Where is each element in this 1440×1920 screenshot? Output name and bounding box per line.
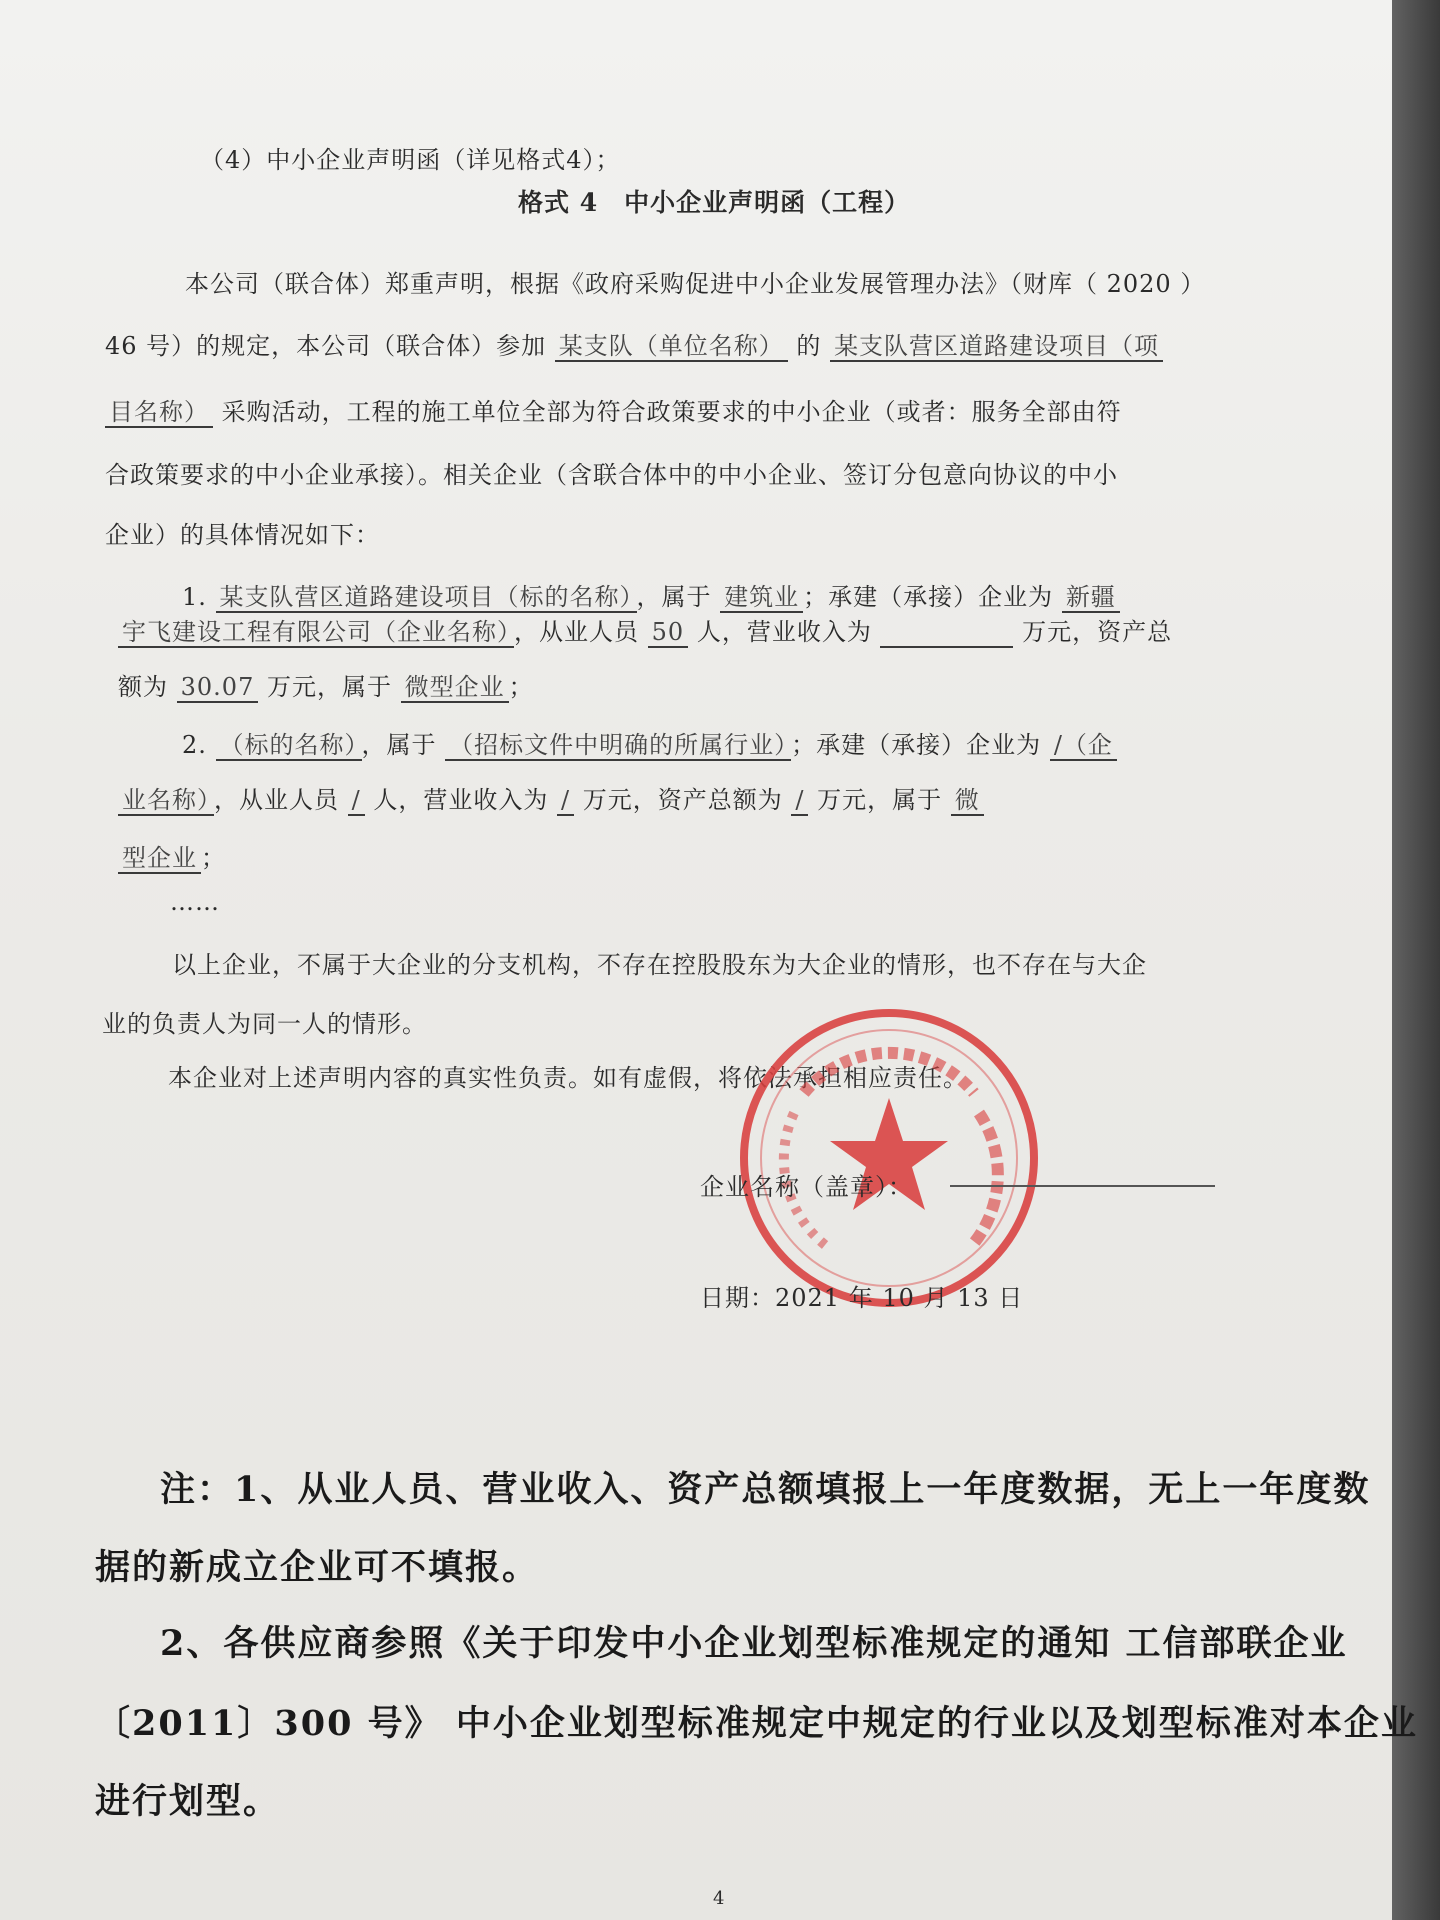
company-seal bbox=[734, 1003, 1044, 1313]
item-2-line-2: 业名称） ，从业人员 / 人，营业收入为 / 万元，资产总额为 / 万元，属于 微 bbox=[118, 780, 1440, 815]
item-2-line-3: 型企业 ； bbox=[118, 838, 1440, 873]
note-1-line-2: 据的新成立企业可不填报。 bbox=[95, 1547, 540, 1588]
note-2-line-2: 〔2011〕300 号》 中小企业划型标准规定中规定的行业以及划型标准对本企业 bbox=[95, 1703, 1418, 1744]
item-1-line-1: 1. 某支队营区道路建设项目（标的名称） ，属于 建筑业 ；承建（承接）企业为 新疆 bbox=[182, 577, 1440, 612]
note-2-line-3: 进行划型。 bbox=[95, 1781, 281, 1822]
paragraph-1-line-2: 46 号）的规定，本公司（联合体）参加 某支队（单位名称） 的 某支队营区道路建设项目（项 bbox=[105, 326, 1440, 361]
paragraph-2-line-2: 业的负责人为同一人的情形。 bbox=[102, 1010, 427, 1038]
paragraph-1-line-1: 本公司（联合体）郑重声明，根据《政府采购促进中小企业发展管理办法》（财库（ 2020 ） bbox=[185, 270, 1206, 298]
paragraph-2-line-1: 以上企业，不属于大企业的分支机构，不存在控股股东为大企业的情形，也不存在与大企 bbox=[172, 951, 1147, 979]
paragraph-3: 本企业对上述声明内容的真实性负责。如有虚假，将依法承担相应责任。 bbox=[168, 1064, 968, 1092]
ellipsis: …… bbox=[170, 888, 220, 916]
note-1-line-1: 注：1、从业人员、营业收入、资产总额填报上一年度数据，无上一年度数 bbox=[160, 1469, 1371, 1510]
paragraph-1-line-3: 目名称） 采购活动，工程的施工单位全部为符合政策要求的中小企业（或者：服务全部由符 bbox=[105, 392, 1440, 427]
item-2-line-1: 2. （标的名称） ，属于 （招标文件中明确的所属行业） ；承建（承接）企业为 /（企 bbox=[182, 725, 1440, 760]
total-assets-field: 30.07 bbox=[177, 673, 259, 703]
employees-field: 50 bbox=[648, 618, 689, 648]
item-1-line-2: 宇飞建设工程有限公司（企业名称） ，从业人员 50 人，营业收入为 万元，资产总 bbox=[118, 612, 1440, 647]
project-name-field: 某支队营区道路建设项目（项 bbox=[830, 332, 1163, 362]
signature-line bbox=[950, 1185, 1215, 1187]
item-4-line: （4）中小企业声明函（详见格式4）； bbox=[200, 146, 621, 174]
date-line: 日期：2021 年 10 月 13 日 bbox=[700, 1284, 1024, 1312]
document-title: 格式 4 中小企业声明函（工程） bbox=[518, 188, 911, 217]
page-number: 4 bbox=[713, 1888, 725, 1909]
item-1-line-3: 额为 30.07 万元，属于 微型企业 ； bbox=[118, 673, 534, 701]
paragraph-1-line-5: 企业）的具体情况如下： bbox=[105, 521, 380, 549]
paragraph-1-line-4: 合政策要求的中小企业承接）。相关企业（含联合体中的中小企业、签订分包意向协议的中小 bbox=[105, 461, 1118, 489]
note-2-line-1: 2、各供应商参照《关于印发中小企业划型标准规定的通知 工信部联企业 bbox=[160, 1623, 1348, 1664]
unit-name-field: 某支队（单位名称） bbox=[555, 332, 788, 362]
company-name-stamp-label: 企业名称（盖章）： bbox=[700, 1173, 913, 1201]
